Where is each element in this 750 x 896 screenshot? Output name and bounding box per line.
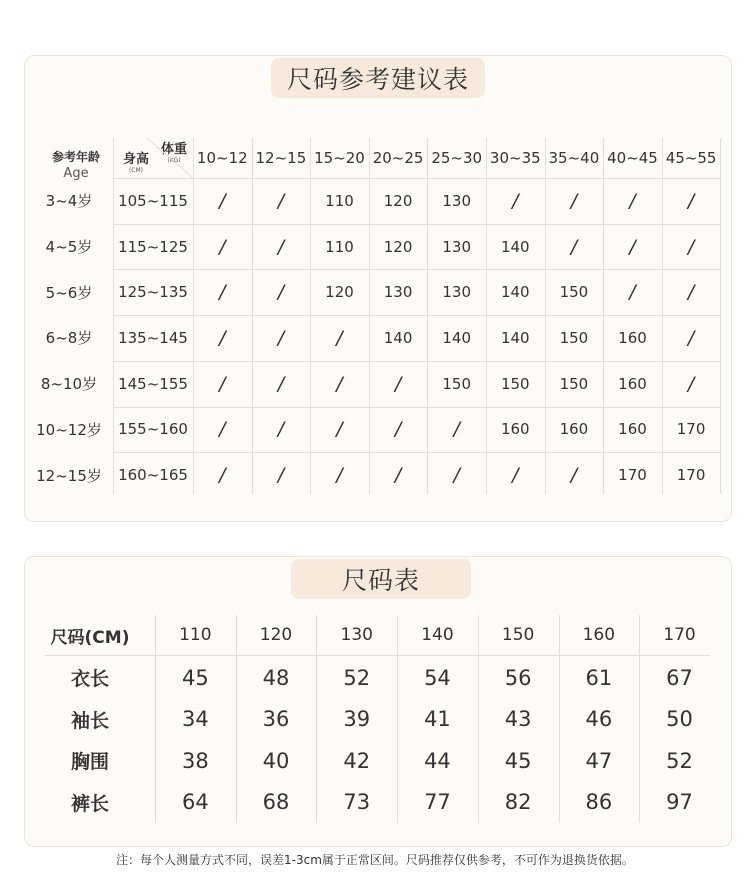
grid-vline <box>478 615 479 823</box>
size-cell: / <box>219 372 226 395</box>
size-cell: / <box>277 418 285 441</box>
size-cell: / <box>219 189 226 212</box>
size-cell: / <box>394 372 402 395</box>
weight-range-header: 20~25 <box>372 149 424 167</box>
size-cell: 160 <box>618 374 647 393</box>
size-cell: / <box>570 189 578 212</box>
weight-header-unit: (KG) <box>167 157 181 164</box>
weight-range-header: 10~12 <box>196 149 248 167</box>
grid-vline <box>559 615 560 823</box>
grid-hline <box>113 315 720 316</box>
size-column-header: 120 <box>259 625 293 645</box>
size-cell: 140 <box>500 328 530 347</box>
size-cell: / <box>219 281 226 304</box>
height-cell: 125~135 <box>118 283 188 302</box>
size-cell: / <box>219 418 226 441</box>
height-cell: 105~115 <box>118 191 188 210</box>
size-cell: 120 <box>383 237 413 256</box>
size-cell: / <box>277 464 285 487</box>
height-cell: 115~125 <box>118 237 188 256</box>
grid-hline <box>113 178 720 179</box>
measurement-value: 50 <box>666 707 693 732</box>
size-chart-panel <box>24 556 732 847</box>
size-cell: / <box>687 281 695 304</box>
measurement-value: 82 <box>504 790 532 815</box>
measurement-value: 40 <box>262 748 290 773</box>
size-cell: / <box>453 418 460 441</box>
grid-hline <box>45 655 710 656</box>
measurement-value: 73 <box>343 790 371 815</box>
size-cell: / <box>277 235 285 258</box>
size-cell: / <box>219 464 226 487</box>
size-cell: 150 <box>559 328 589 347</box>
size-cell: / <box>512 189 519 212</box>
size-cell: / <box>277 372 285 395</box>
age-cell: 4~5岁 <box>45 238 93 257</box>
measurement-value: 86 <box>585 790 613 815</box>
size-column-header: 170 <box>663 625 696 645</box>
measurement-value: 42 <box>343 748 371 773</box>
size-cell: 130 <box>442 237 471 256</box>
size-cell: / <box>336 372 343 395</box>
measurement-value: 52 <box>666 748 693 773</box>
measurement-value: 64 <box>181 790 209 815</box>
size-cell: 140 <box>442 328 471 347</box>
size-cell: 160 <box>618 420 647 439</box>
size-cell: 150 <box>559 374 589 393</box>
size-cell: / <box>219 326 226 349</box>
measurement-value: 52 <box>343 665 371 690</box>
weight-header-label: 体重 <box>160 142 187 157</box>
measurement-label: 裤长 <box>70 792 109 815</box>
height-cell: 145~155 <box>118 374 188 393</box>
measurement-value: 56 <box>504 665 532 690</box>
size-cell: / <box>570 464 578 487</box>
grid-vline <box>236 615 237 823</box>
size-chart-title: 尺码表 <box>291 559 471 599</box>
size-recommendation-panel <box>24 55 732 522</box>
size-cell: / <box>277 281 285 304</box>
age-cell: 8~10岁 <box>40 375 98 394</box>
size-cell: 150 <box>442 374 471 393</box>
size-cell: / <box>512 464 519 487</box>
size-column-header: 150 <box>501 625 535 645</box>
age-cell: 6~8岁 <box>45 329 93 348</box>
grid-vline <box>316 615 317 823</box>
size-cell: / <box>219 235 226 258</box>
age-cell: 10~12岁 <box>36 420 102 439</box>
size-cell: / <box>277 326 285 349</box>
weight-range-header: 30~35 <box>489 149 541 167</box>
size-cell: 120 <box>325 283 354 302</box>
measurement-value: 48 <box>262 665 290 690</box>
size-cell: / <box>687 326 695 349</box>
size-cell: / <box>394 464 402 487</box>
size-cell: / <box>687 235 695 258</box>
size-cell: 140 <box>500 283 530 302</box>
height-cell: 135~145 <box>118 328 188 347</box>
size-cell: / <box>629 235 636 258</box>
size-cell: / <box>277 189 285 212</box>
weight-range-header: 45~55 <box>665 149 717 167</box>
size-cell: / <box>629 189 636 212</box>
size-cell: / <box>453 464 460 487</box>
weight-range-header: 25~30 <box>431 149 483 167</box>
size-cell: 170 <box>676 420 706 439</box>
measurement-value: 38 <box>181 748 209 773</box>
grid-hline <box>113 269 720 270</box>
size-column-header: 140 <box>421 625 454 645</box>
measurement-value: 36 <box>262 707 290 732</box>
age-cell: 12~15岁 <box>36 466 102 485</box>
size-cell: / <box>336 464 343 487</box>
size-cell: 150 <box>559 283 589 302</box>
measurement-value: 77 <box>424 790 451 815</box>
grid-hline <box>113 452 720 453</box>
size-cell: / <box>336 326 343 349</box>
grid-vline <box>397 615 398 823</box>
measurement-value: 34 <box>181 707 209 732</box>
size-cell: 110 <box>325 237 354 256</box>
grid-vline <box>155 615 156 823</box>
measurement-value: 44 <box>424 748 451 773</box>
footnote: 注：每个人测量方式不同，误差1-3cm属于正常区间。尺码推荐仅供参考，不可作为退换货依据。 <box>116 853 634 867</box>
age-header-label-en: Age <box>63 166 89 181</box>
size-cell: / <box>687 189 695 212</box>
weight-range-header: 15~20 <box>314 149 365 167</box>
age-header <box>45 148 107 181</box>
size-cell: / <box>336 418 343 441</box>
weight-range-header: 40~45 <box>607 149 658 167</box>
grid-hline <box>113 407 720 408</box>
age-header-label: 参考年龄 <box>51 150 100 164</box>
measurement-value: 67 <box>666 665 693 690</box>
grid-hline <box>113 224 720 225</box>
measurement-value: 39 <box>343 707 371 732</box>
size-cell: 160 <box>618 328 647 347</box>
grid-vline <box>720 138 721 494</box>
size-cell: 140 <box>383 328 413 347</box>
size-cell: 130 <box>442 283 471 302</box>
measurement-value: 47 <box>585 748 613 773</box>
size-column-header: 160 <box>582 625 616 645</box>
measurement-value: 45 <box>504 748 532 773</box>
size-cell: 140 <box>500 237 530 256</box>
size-cell: 120 <box>383 191 413 210</box>
grid-hline <box>113 361 720 362</box>
weight-range-header: 12~15 <box>255 149 307 167</box>
size-cell: 170 <box>676 466 706 485</box>
size-cell: / <box>394 418 402 441</box>
size-cell: 130 <box>442 191 471 210</box>
measurement-label: 袖长 <box>70 709 109 732</box>
measurement-value: 41 <box>424 707 451 732</box>
header-diagonal-divider <box>115 138 195 178</box>
measurement-value: 43 <box>504 707 532 732</box>
weight-range-header: 35~40 <box>548 149 600 167</box>
measurement-value: 46 <box>585 707 613 732</box>
height-header-unit: (CM) <box>128 167 144 174</box>
measurement-value: 54 <box>424 665 451 690</box>
measurement-label: 胸围 <box>70 751 109 774</box>
height-header-label: 身高 <box>122 152 149 167</box>
size-cell: / <box>570 235 578 258</box>
size-cell: / <box>687 372 695 395</box>
height-cell: 155~160 <box>118 420 188 439</box>
size-cell: 130 <box>383 283 413 302</box>
size-cell: 160 <box>559 420 589 439</box>
size-column-header: 110 <box>179 625 212 645</box>
age-cell: 3~4岁 <box>45 192 93 211</box>
measurement-value: 61 <box>585 665 613 690</box>
height-cell: 160~165 <box>118 466 188 485</box>
recommendation-title: 尺码参考建议表 <box>271 58 485 98</box>
size-cell: 150 <box>500 374 530 393</box>
measurement-value: 68 <box>262 790 290 815</box>
size-cell: 110 <box>325 191 354 210</box>
size-header-label: 尺码(CM) <box>50 627 130 648</box>
age-cell: 5~6岁 <box>45 283 93 302</box>
measurement-label: 衣长 <box>70 668 109 691</box>
grid-vline <box>639 615 640 823</box>
measurement-value: 45 <box>181 665 209 690</box>
size-cell: 170 <box>618 466 647 485</box>
size-cell: 160 <box>500 420 530 439</box>
size-cell: / <box>629 281 636 304</box>
measurement-value: 97 <box>666 790 693 815</box>
size-column-header: 130 <box>340 625 373 645</box>
